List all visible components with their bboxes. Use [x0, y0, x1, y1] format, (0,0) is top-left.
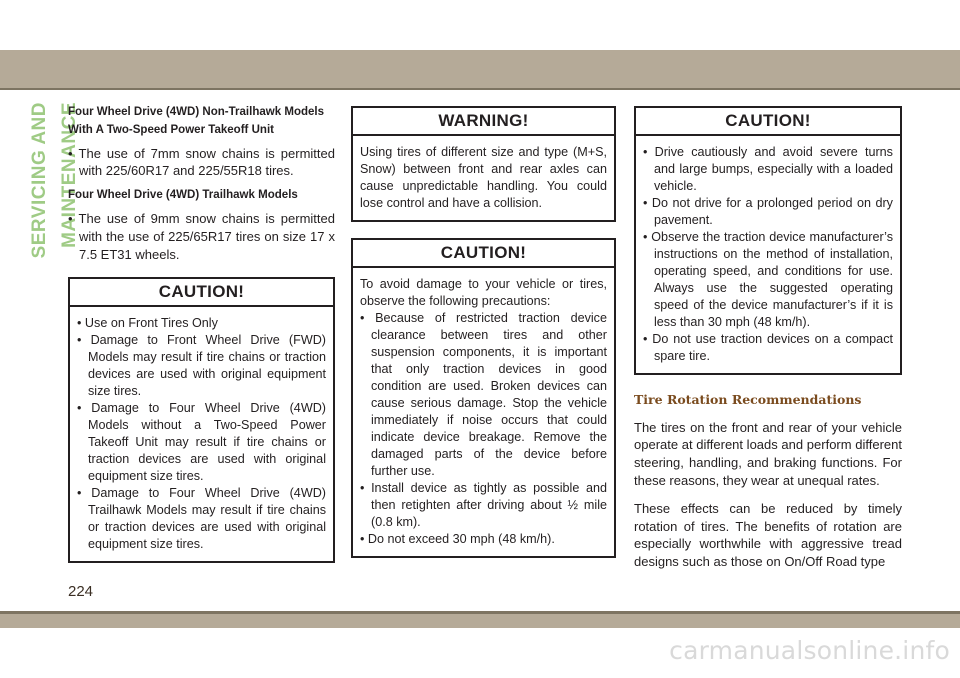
caution-box-right: [634, 106, 902, 375]
heading-trailhawk: Four Wheel Drive (4WD) Trailhawk Models: [68, 187, 298, 202]
bullet-7mm-chains: • The use of 7mm snow chains is permitted with 225/60R17 and 225/55R18 tires.: [68, 145, 335, 181]
bullet-9mm-chains: • The use of 9mm snow chains is permitted with the use of 225/65R17 tires on size 17 x 7.5 ET31 wheels.: [68, 210, 335, 263]
caution-title: CAUTION!: [636, 108, 900, 136]
column-left: [68, 103, 335, 579]
caution-item: • Do not exceed 30 mph (48 km/h).: [360, 531, 607, 548]
caution-title: CAUTION!: [70, 279, 333, 307]
caution-item: • Damage to Four Wheel Drive (4WD) Models without a Two-Speed Power Takeoff Unit may result if tire chains or traction devices are used with original equipment size tires.: [77, 400, 326, 485]
caution-item: • Drive cautiously and avoid severe turns and large bumps, especially with a loaded vehicle.: [643, 144, 893, 195]
caution-item: • Damage to Front Wheel Drive (FWD) Models may result if tire chains or traction devices are used with original equipment size tires.: [77, 332, 326, 400]
side-tab: [25, 102, 80, 402]
caution-item: • Use on Front Tires Only: [77, 315, 326, 332]
side-tab-label: SERVICING AND MAINTENANCE: [29, 102, 80, 259]
warning-text: Using tires of different size and type (M+S, Snow) between front and rear axles can cause unpredictable handling. You could lose control and have a collision.: [360, 144, 607, 210]
header-rule: [0, 88, 960, 90]
header-band: [0, 50, 960, 88]
caution-item: • Damage to Four Wheel Drive (4WD) Trailhawk Models may result if tire chains or traction devices are used with original equipment size tires.: [77, 485, 326, 553]
caution-item: • Do not use traction devices on a compact spare tire.: [643, 331, 893, 365]
heading-non-trailhawk: Four Wheel Drive (4WD) Non-Trailhawk Models With A Two-Speed Power Takeoff Unit: [68, 104, 325, 136]
paragraph-tire-rotation-2: These effects can be reduced by timely rotation of tires. The benefits of rotation are especially worthwhile with aggressive tread designs such as those on On/Off Road type: [634, 500, 902, 570]
section-title-tire-rotation: Tire Rotation Recommendations: [634, 391, 862, 407]
caution-body: [70, 307, 333, 561]
caution-item: • Install device as tightly as possible and then retighten after driving about ½ mile (0.8 km).: [360, 480, 607, 531]
page-number: 224: [68, 583, 94, 600]
warning-body: [353, 136, 614, 220]
footer-band: [0, 614, 960, 628]
warning-box: [351, 106, 616, 222]
caution-body: [353, 268, 614, 556]
caution-title: CAUTION!: [353, 240, 614, 268]
caution-body: [636, 136, 900, 373]
column-middle: [351, 106, 616, 574]
caution-item: • Observe the traction device manufacturer’s instructions on the method of installation, operating speed, and conditions for use. Always use the suggested operating speed of the device manufacturer’s if it is less than 30 mph (48 km/h).: [643, 229, 893, 331]
column-right: [634, 106, 902, 576]
caution-item: • Because of restricted traction device clearance between tires and other suspension components, it is important that only traction devices in good condition are used. Broken devices can cause serious damage. Stop the vehicle immediately if noise occurs that could indicate device breakage. Remove the damaged parts of the device before further use.: [360, 310, 607, 480]
paragraph-tire-rotation-1: The tires on the front and rear of your vehicle operate at different loads and perform different steering, handling, and braking functions. For these reasons, they wear at unequal rates.: [634, 419, 902, 488]
caution-item: • Do not drive for a prolonged period on dry pavement.: [643, 195, 893, 229]
caution-intro: To avoid damage to your vehicle or tires, observe the following precautions:: [360, 276, 607, 308]
caution-box-middle: [351, 238, 616, 558]
warning-title: WARNING!: [353, 108, 614, 136]
watermark-text: carmanualsonline.info: [669, 636, 950, 665]
caution-box-left: [68, 277, 335, 563]
